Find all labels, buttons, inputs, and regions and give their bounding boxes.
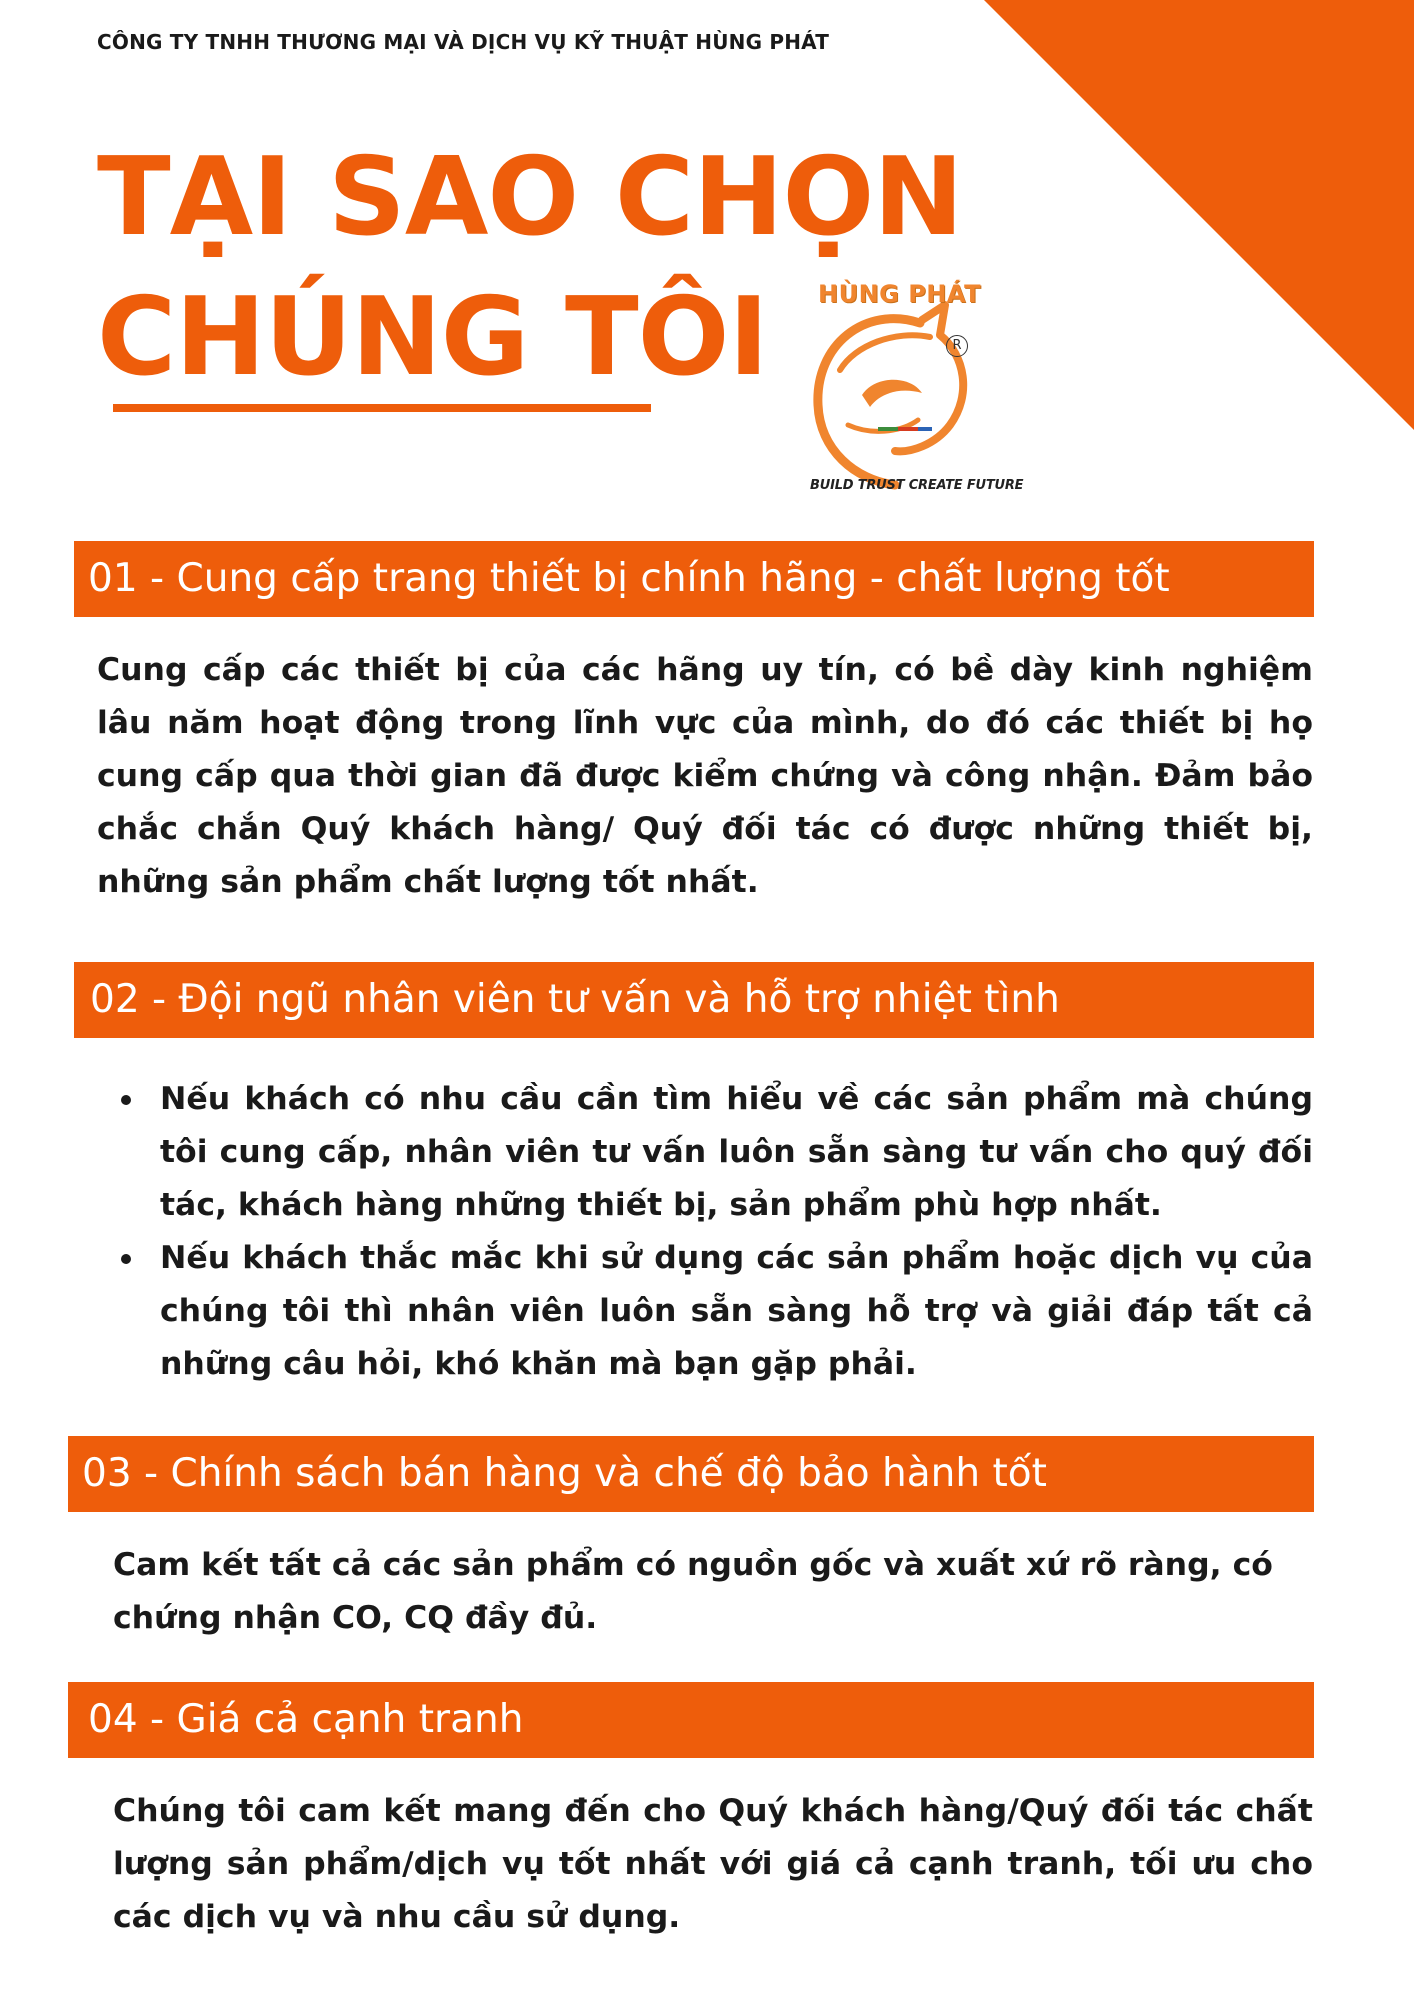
list-item <box>110 1232 1313 1391</box>
list-item <box>110 1073 1313 1232</box>
title-line-1: TẠI SAO CHỌN <box>97 135 963 260</box>
registered-mark: R <box>946 335 968 357</box>
list-item-text: Nếu khách thắc mắc khi sử dụng các sản phẩm hoặc dịch vụ của chúng tôi thì nhân viên luôn sẵn sàng hỗ trợ và giải đáp tất cả những câu hỏi, khó khăn mà bạn gặp phải. <box>160 1240 1313 1382</box>
section-02-bullet-list <box>110 1073 1313 1391</box>
section-03-body: Cam kết tất cả các sản phẩm có nguồn gốc và xuất xứ rõ ràng, có chứng nhận CO, CQ đầy đủ. <box>113 1547 1273 1636</box>
section-04-body: Chúng tôi cam kết mang đến cho Quý khách hàng/Quý đối tác chất lượng sản phẩm/dịch vụ tốt nhất với giá cả cạnh tranh, tối ưu cho các dịch vụ và nhu cầu sử dụng. <box>113 1793 1313 1935</box>
corner-triangle-decoration <box>984 0 1414 430</box>
title-line-2: CHÚNG TÔI <box>97 275 768 400</box>
horse-head-logo-icon <box>800 275 1000 500</box>
section-02-heading: 02 - Đội ngũ nhân viên tư vấn và hỗ trợ nhiệt tình <box>74 962 1314 1038</box>
company-name: CÔNG TY TNHH THƯƠNG MẠI VÀ DỊCH VỤ KỸ THUẬT HÙNG PHÁT <box>97 30 830 54</box>
bullet-icon <box>121 1095 131 1105</box>
list-item-text: Nếu khách có nhu cầu cần tìm hiểu về các sản phẩm mà chúng tôi cung cấp, nhân viên tư vấn luôn sẵn sàng tư vấn cho quý đối tác, khách hàng những thiết bị, sản phẩm phù hợp nhất. <box>160 1081 1313 1223</box>
title-underline <box>113 404 651 412</box>
section-01-heading: 01 - Cung cấp trang thiết bị chính hãng - chất lượng tốt <box>74 541 1314 617</box>
logo-brand-name: HÙNG PHÁT <box>818 280 981 308</box>
section-03-heading: 03 - Chính sách bán hàng và chế độ bảo hành tốt <box>68 1436 1314 1512</box>
logo-tagline: BUILD TRUST CREATE FUTURE <box>810 478 1024 493</box>
bullet-icon <box>121 1254 131 1264</box>
section-04-heading: 04 - Giá cả cạnh tranh <box>68 1682 1314 1758</box>
section-01-body: Cung cấp các thiết bị của các hãng uy tín, có bề dày kinh nghiệm lâu năm hoạt động trong lĩnh vực của mình, do đó các thiết bị họ cung cấp qua thời gian đã được kiểm chứng và công nhận. Đảm bảo chắc chắn Quý khách hàng/ Quý đối tác có được những thiết bị, những sản phẩm chất lượng tốt nhất. <box>97 652 1313 900</box>
